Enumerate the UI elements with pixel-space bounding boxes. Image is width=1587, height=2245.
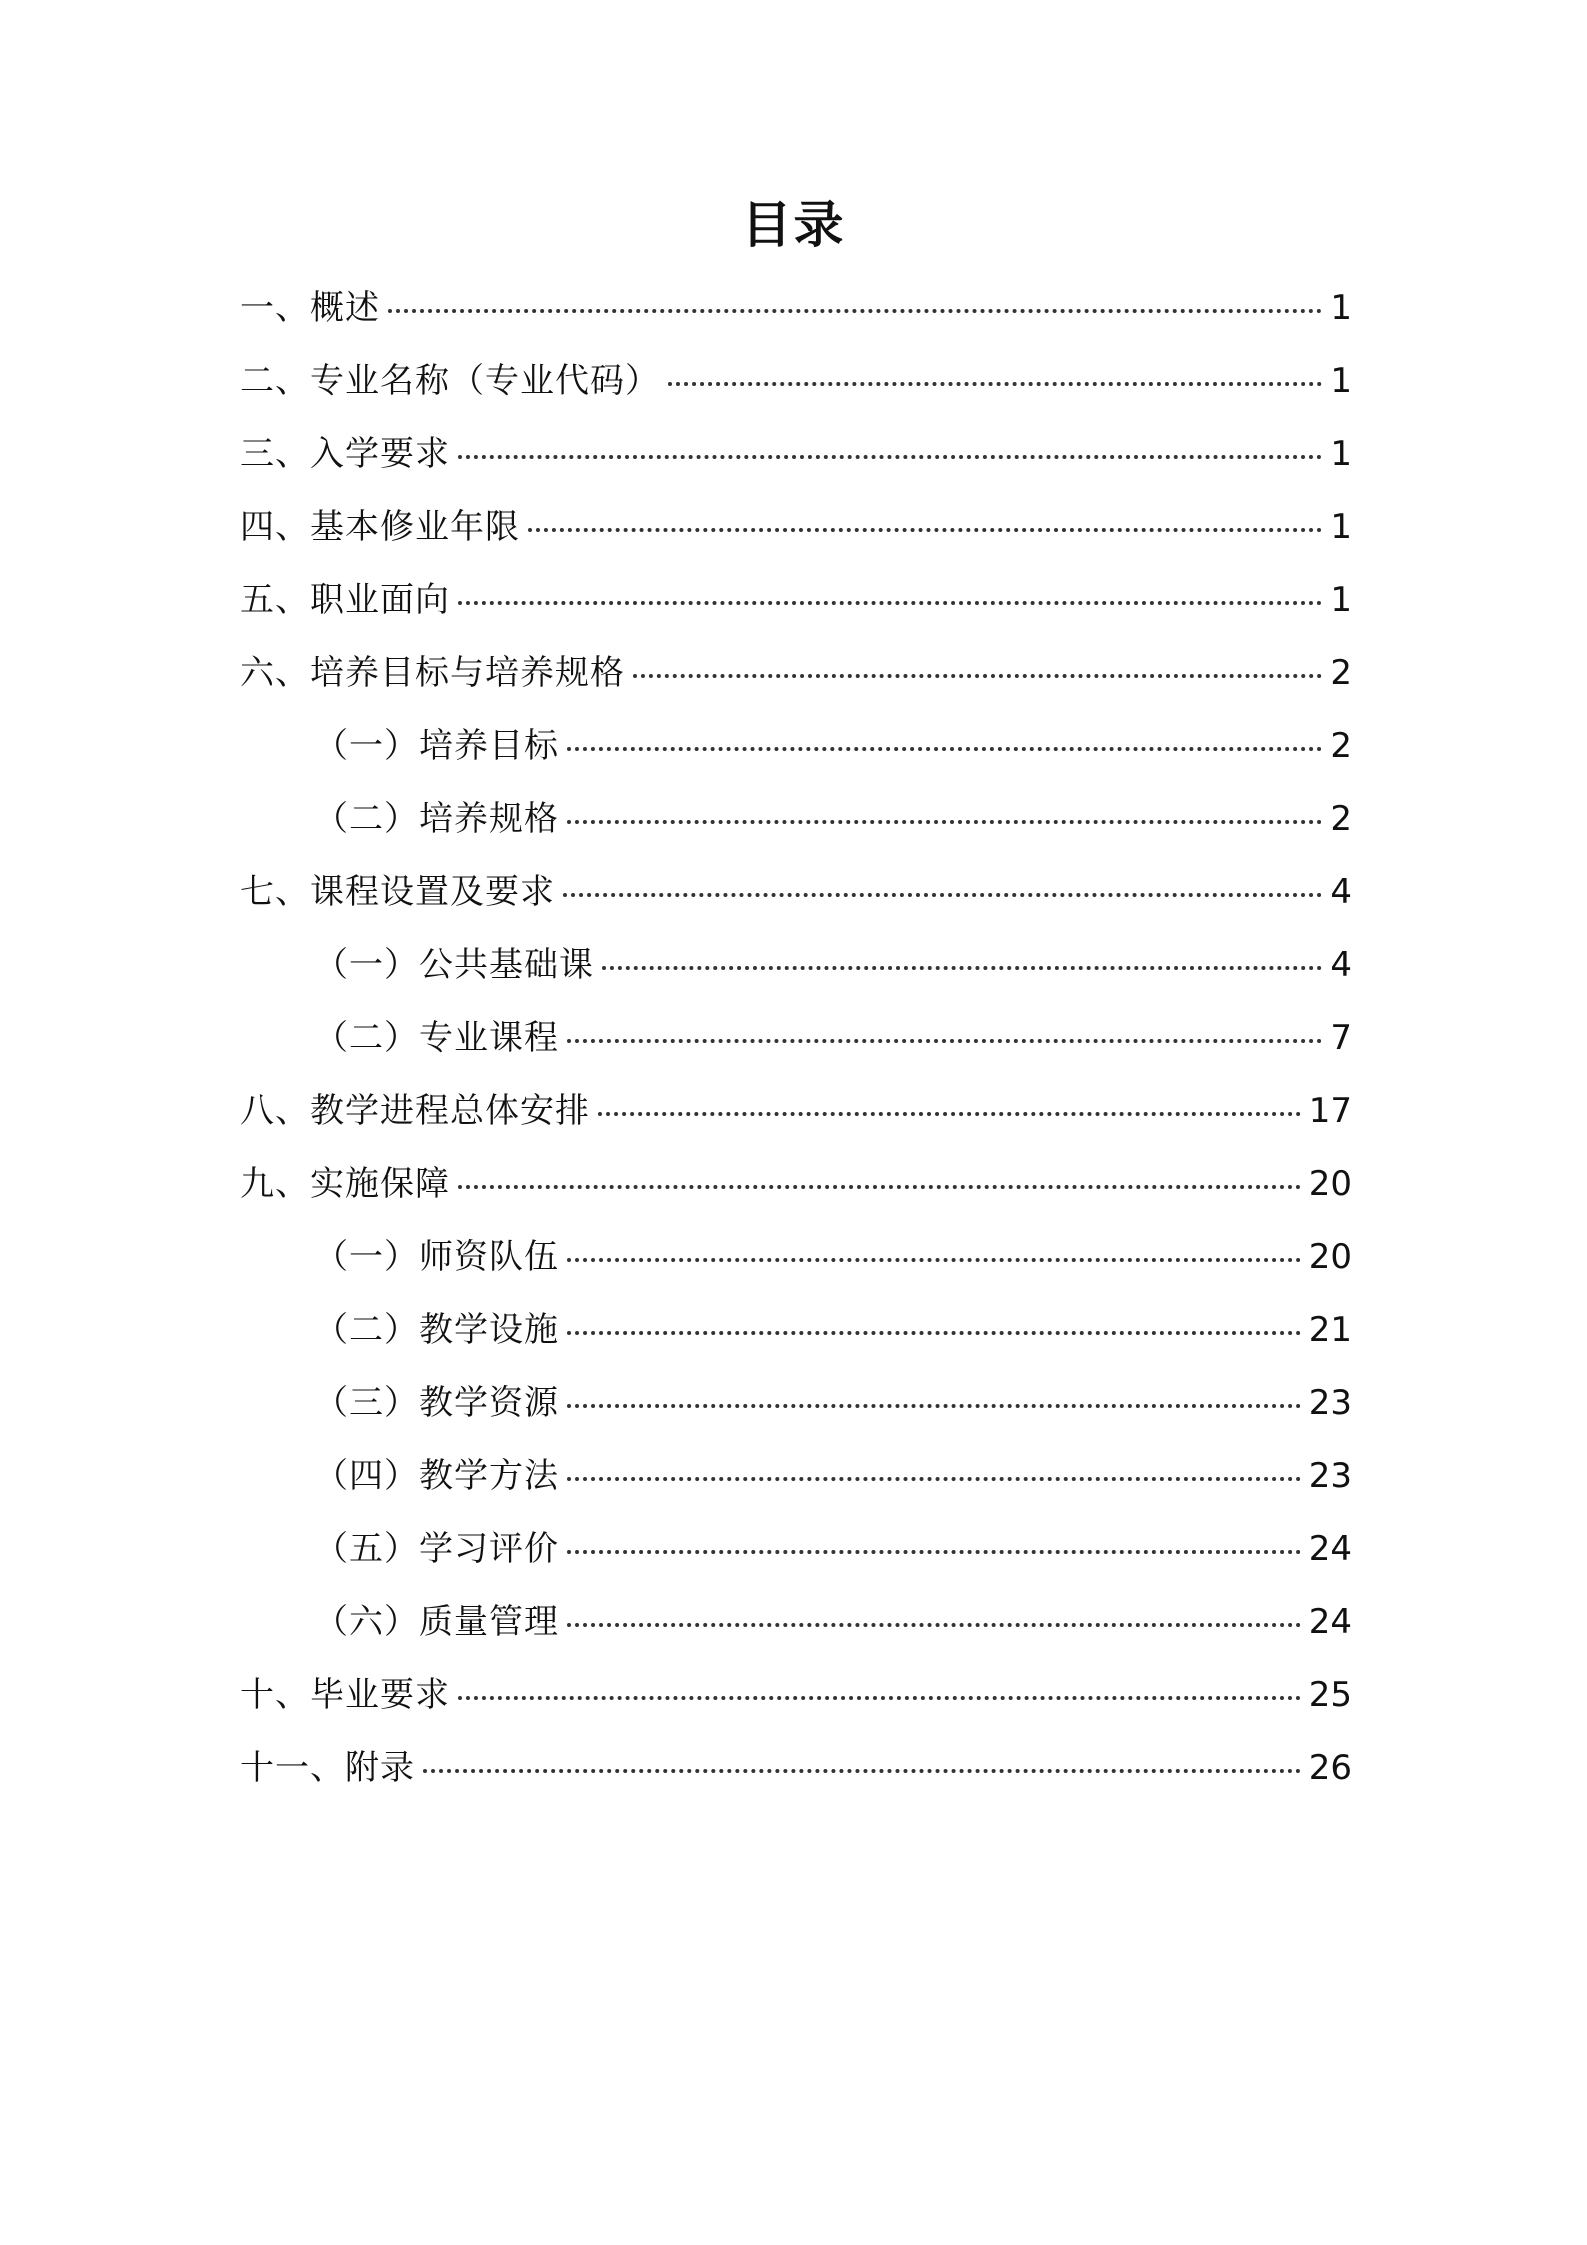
toc-entry[interactable] bbox=[240, 345, 1352, 418]
dot-leader bbox=[602, 966, 1322, 970]
dot-leader bbox=[567, 1550, 1301, 1554]
toc-entry[interactable] bbox=[240, 1075, 1352, 1148]
toc-entry-page-number: 7 bbox=[1330, 1018, 1352, 1058]
toc-entry-label: 八、教学进程总体安排 bbox=[240, 1091, 590, 1131]
dot-leader bbox=[567, 1477, 1301, 1481]
toc-entry-page-number: 1 bbox=[1330, 580, 1352, 620]
table-of-contents bbox=[240, 272, 1352, 1805]
dot-leader bbox=[458, 1185, 1301, 1189]
dot-leader bbox=[567, 1039, 1322, 1043]
toc-entry[interactable] bbox=[240, 272, 1352, 345]
toc-entry-page-number: 17 bbox=[1308, 1091, 1352, 1131]
toc-entry-page-number: 4 bbox=[1330, 872, 1352, 912]
dot-leader bbox=[458, 455, 1322, 459]
toc-entry-label: （一）培养目标 bbox=[314, 726, 559, 766]
toc-entry-label: 二、专业名称（专业代码） bbox=[240, 361, 660, 401]
toc-entry[interactable] bbox=[240, 1732, 1352, 1805]
toc-entry[interactable] bbox=[240, 1148, 1352, 1221]
toc-entry-label: 五、职业面向 bbox=[240, 580, 450, 620]
toc-entry[interactable] bbox=[240, 1513, 1352, 1586]
toc-entry-page-number: 2 bbox=[1330, 799, 1352, 839]
dot-leader bbox=[423, 1769, 1301, 1773]
toc-entry-label: （六）质量管理 bbox=[314, 1602, 559, 1642]
dot-leader bbox=[598, 1112, 1301, 1116]
dot-leader bbox=[567, 1258, 1301, 1262]
dot-leader bbox=[668, 382, 1322, 386]
toc-entry-label: 三、入学要求 bbox=[240, 434, 450, 474]
toc-entry[interactable] bbox=[240, 1367, 1352, 1440]
toc-entry-label: （二）培养规格 bbox=[314, 799, 559, 839]
toc-entry[interactable] bbox=[240, 1221, 1352, 1294]
toc-entry-label: （二）专业课程 bbox=[314, 1018, 559, 1058]
toc-entry-page-number: 23 bbox=[1308, 1456, 1352, 1496]
toc-entry-label: （四）教学方法 bbox=[314, 1456, 559, 1496]
toc-entry-page-number: 26 bbox=[1308, 1748, 1352, 1788]
toc-entry[interactable] bbox=[240, 1294, 1352, 1367]
toc-title: 目录 bbox=[741, 196, 846, 254]
toc-entry[interactable] bbox=[240, 783, 1352, 856]
dot-leader bbox=[458, 601, 1322, 605]
toc-entry-label: （三）教学资源 bbox=[314, 1383, 559, 1423]
toc-entry-label: 七、课程设置及要求 bbox=[240, 872, 555, 912]
toc-entry-page-number: 1 bbox=[1330, 507, 1352, 547]
toc-entry[interactable] bbox=[240, 1440, 1352, 1513]
toc-entry-label: 一、概述 bbox=[240, 288, 380, 328]
dot-leader bbox=[633, 674, 1322, 678]
toc-entry-page-number: 2 bbox=[1330, 653, 1352, 693]
toc-entry[interactable] bbox=[240, 929, 1352, 1002]
toc-entry-page-number: 1 bbox=[1330, 288, 1352, 328]
toc-entry-page-number: 21 bbox=[1308, 1310, 1352, 1350]
dot-leader bbox=[563, 893, 1322, 897]
toc-entry[interactable] bbox=[240, 1002, 1352, 1075]
dot-leader bbox=[567, 1404, 1301, 1408]
toc-entry-page-number: 1 bbox=[1330, 361, 1352, 401]
toc-entry-label: 九、实施保障 bbox=[240, 1164, 450, 1204]
toc-entry[interactable] bbox=[240, 564, 1352, 637]
dot-leader bbox=[528, 528, 1322, 532]
toc-entry[interactable] bbox=[240, 710, 1352, 783]
dot-leader bbox=[458, 1696, 1301, 1700]
toc-entry[interactable] bbox=[240, 856, 1352, 929]
toc-entry-page-number: 20 bbox=[1308, 1164, 1352, 1204]
toc-entry-page-number: 1 bbox=[1330, 434, 1352, 474]
dot-leader bbox=[388, 309, 1322, 313]
toc-entry-page-number: 2 bbox=[1330, 726, 1352, 766]
toc-entry-label: （一）公共基础课 bbox=[314, 945, 594, 985]
toc-entry-page-number: 24 bbox=[1308, 1602, 1352, 1642]
dot-leader bbox=[567, 820, 1322, 824]
toc-entry-label: （二）教学设施 bbox=[314, 1310, 559, 1350]
dot-leader bbox=[567, 1623, 1301, 1627]
toc-entry-page-number: 24 bbox=[1308, 1529, 1352, 1569]
toc-entry[interactable] bbox=[240, 418, 1352, 491]
toc-entry-page-number: 20 bbox=[1308, 1237, 1352, 1277]
toc-entry-label: 四、基本修业年限 bbox=[240, 507, 520, 547]
toc-entry-page-number: 4 bbox=[1330, 945, 1352, 985]
toc-entry-label: 六、培养目标与培养规格 bbox=[240, 653, 625, 693]
toc-entry-label: 十、毕业要求 bbox=[240, 1675, 450, 1715]
dot-leader bbox=[567, 1331, 1301, 1335]
dot-leader bbox=[567, 747, 1322, 751]
toc-entry[interactable] bbox=[240, 491, 1352, 564]
toc-entry-label: （一）师资队伍 bbox=[314, 1237, 559, 1277]
toc-entry-label: 十一、附录 bbox=[240, 1748, 415, 1788]
toc-entry-page-number: 25 bbox=[1308, 1675, 1352, 1715]
toc-entry[interactable] bbox=[240, 637, 1352, 710]
toc-entry-label: （五）学习评价 bbox=[314, 1529, 559, 1569]
toc-entry[interactable] bbox=[240, 1659, 1352, 1732]
toc-entry-page-number: 23 bbox=[1308, 1383, 1352, 1423]
toc-entry[interactable] bbox=[240, 1586, 1352, 1659]
